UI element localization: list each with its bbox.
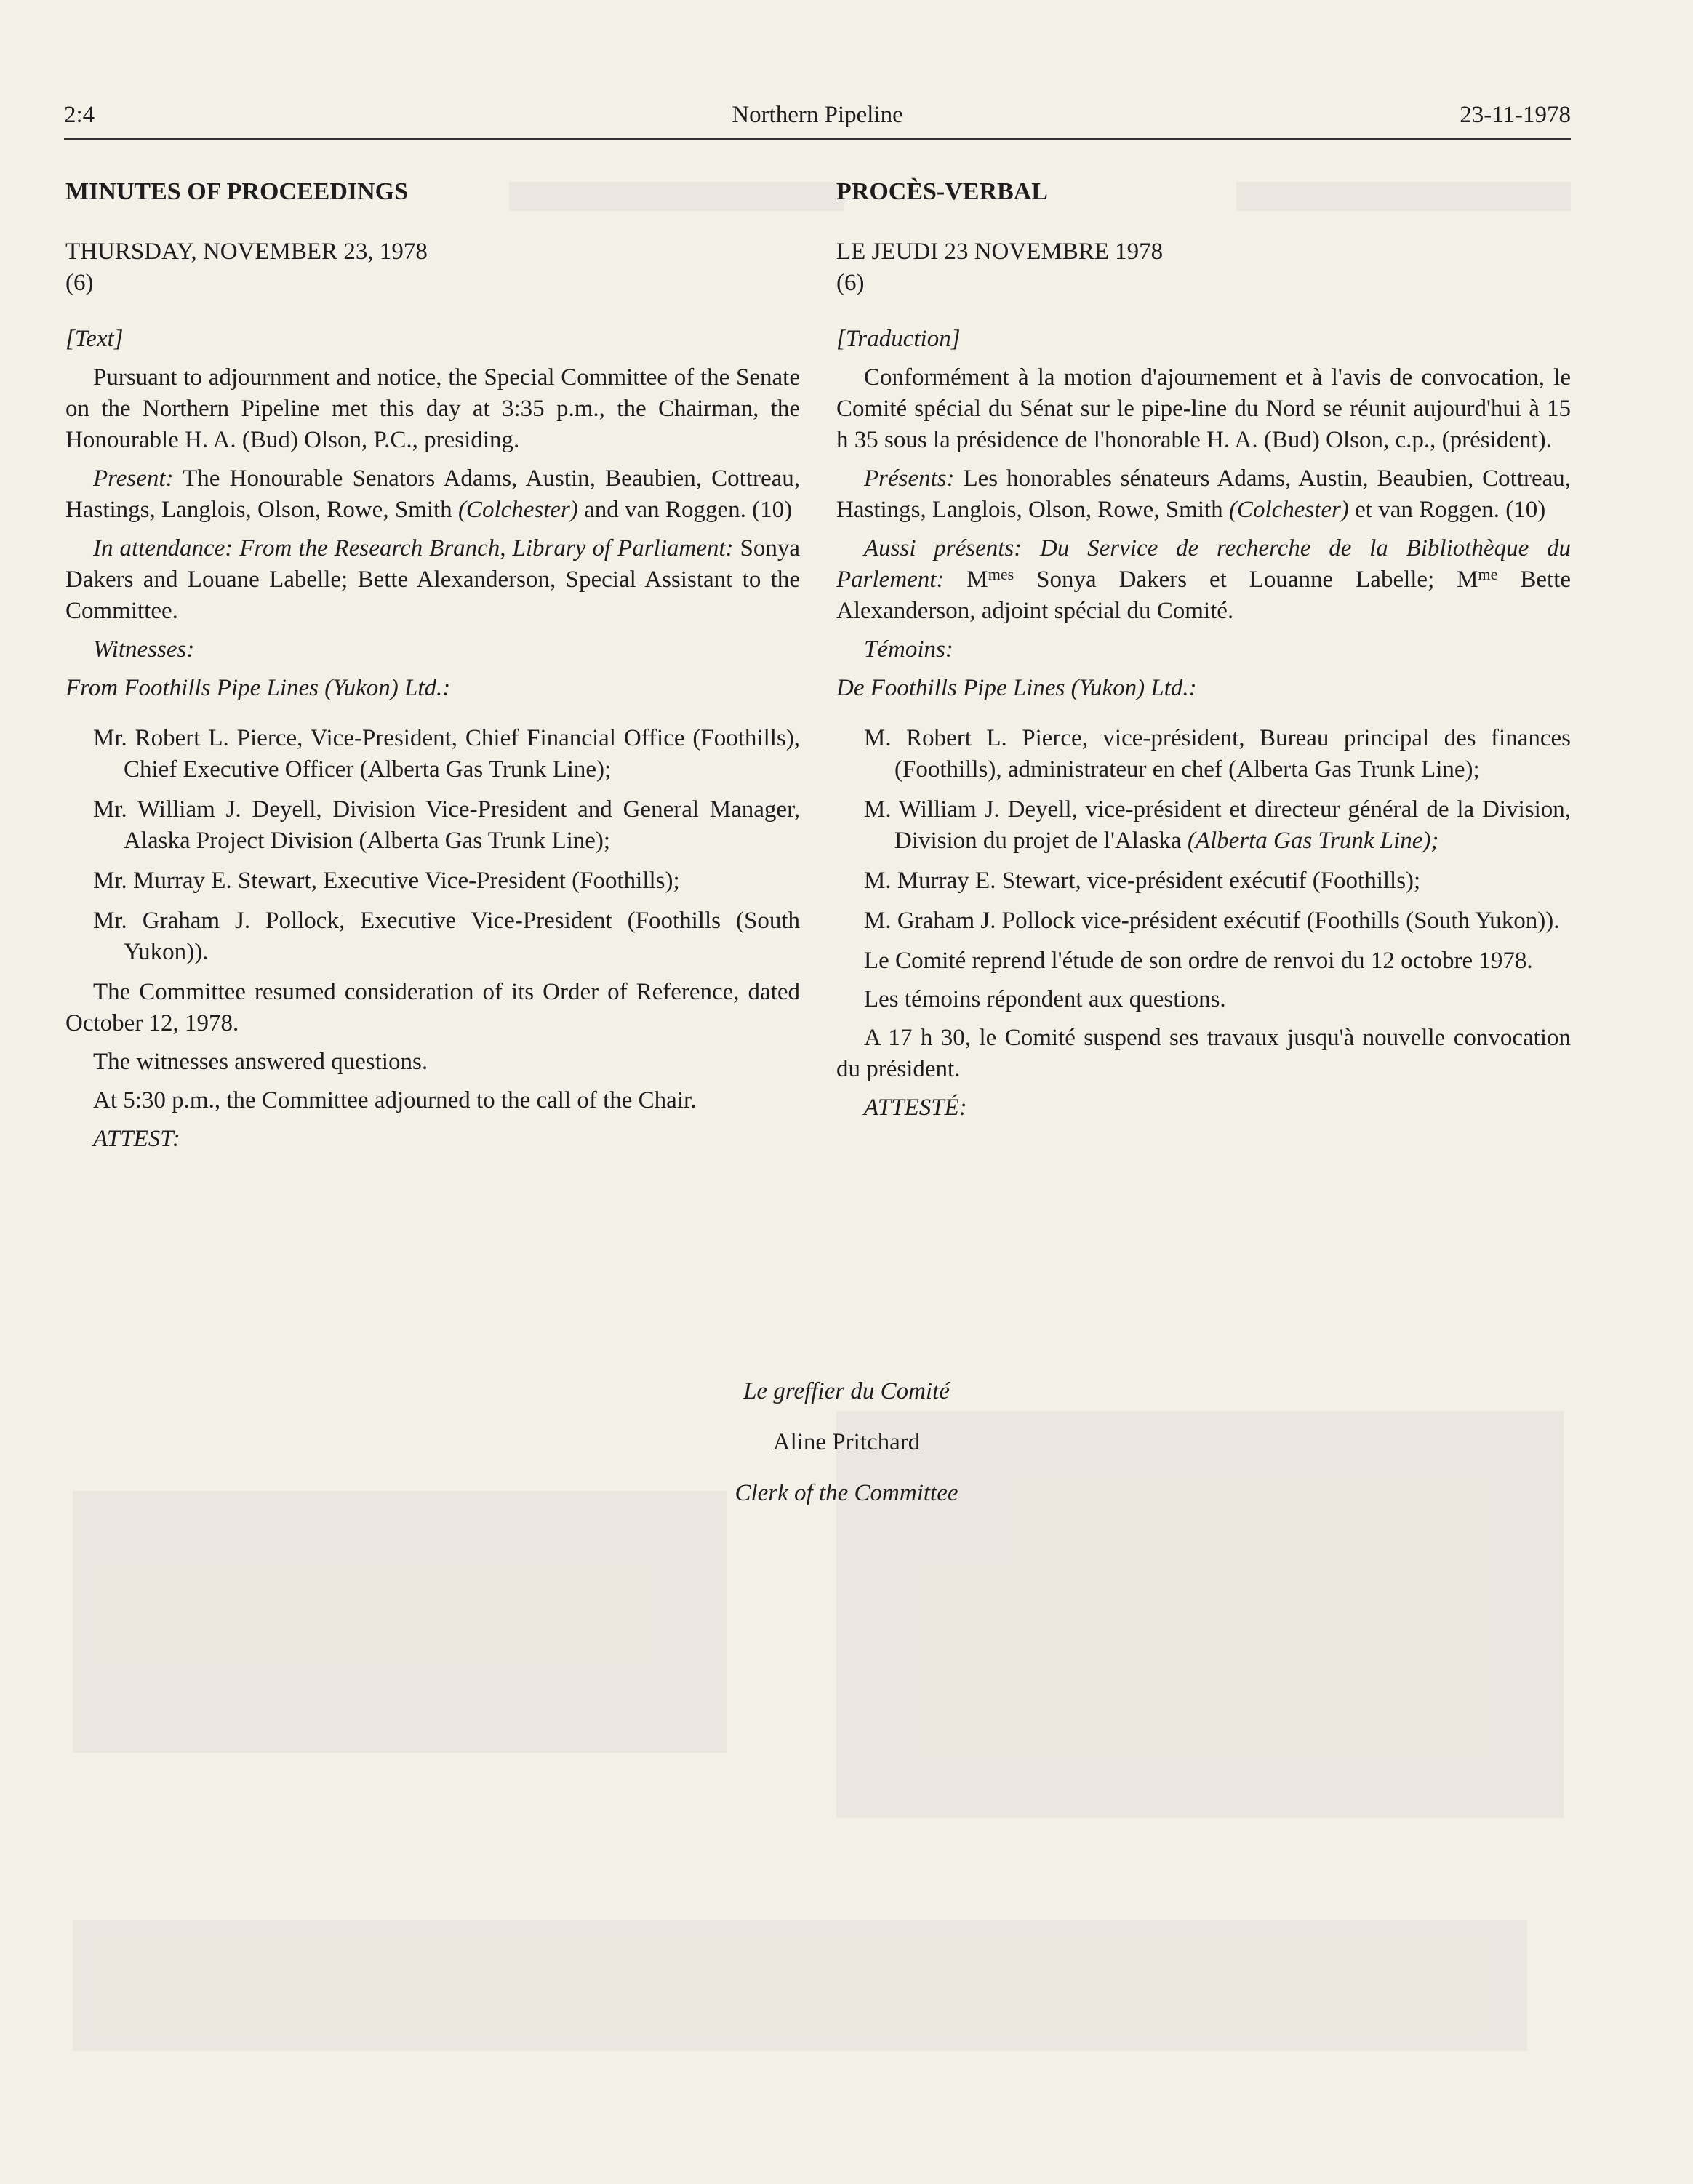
french-resumed: Le Comité reprend l'étude de son ordre de renvoi du 12 octobre 1978. <box>864 948 1533 974</box>
french-attendance: Aussi présents: Du Service de recherche de la Bibliothèque du Parlement: $M^{mes}$ Sonya Dakers et Louanne Labelle; $M^{me}$ Bette Alexanderson, adjoint spécial du Comité. <box>836 535 1572 624</box>
french-present: Présents: Les honorables sénateurs Adams, Austin, Beaubien, Cottreau, Hastings, Langlois, Olson, Rowe, Smith (Colchester) et van Roggen. (10) <box>836 465 1571 523</box>
english-witnesses-label: Witnesses: <box>93 636 195 663</box>
french-witness: M. Graham J. Pollock vice-président exécutif (Foothills (South Yukon)). <box>864 908 1560 934</box>
english-adjourned: At 5:30 p.m., the Committee adjourned to the call of the Chair. <box>93 1087 697 1113</box>
french-adjourned: A 17 h 30, le Comité suspend ses travaux jusqu'à nouvelle convocation du président. <box>836 1025 1571 1082</box>
french-answered: Les témoins répondent aux questions. <box>864 986 1226 1012</box>
french-text-label: [Traduction] <box>836 326 961 352</box>
french-sitting-number: (6) <box>836 270 865 296</box>
english-company: From Foothills Pipe Lines (Yukon) Ltd.: <box>65 675 451 701</box>
english-attest: ATTEST: <box>93 1126 180 1152</box>
english-text-label: [Text] <box>65 326 124 352</box>
signature-title-french: Le greffier du Comité <box>743 1378 950 1404</box>
english-witness: Mr. Murray E. Stewart, Executive Vice-President (Foothills); <box>93 868 680 894</box>
french-heading: PROCÈS-VERBAL <box>836 178 1048 205</box>
running-title: Northern Pipeline <box>732 102 903 128</box>
page-header <box>64 102 1571 138</box>
signature-name: Aline Pritchard <box>772 1429 921 1455</box>
english-date: THURSDAY, NOVEMBER 23, 1978 <box>65 239 428 265</box>
english-witness: Mr. Graham J. Pollock, Executive Vice-President (Foothills (South Yukon)). <box>93 908 800 965</box>
english-column <box>65 176 800 1162</box>
english-sitting-number: (6) <box>65 270 94 296</box>
english-heading: MINUTES OF PROCEEDINGS <box>65 178 409 205</box>
english-intro: Pursuant to adjournment and notice, the Special Committee of the Senate on the Northern Pipeline met this day at 3:35 p.m., the Chairman, the Honourable H. A. (Bud) Olson, P.C., presiding. <box>65 364 800 453</box>
bleed-through-mark <box>73 1491 727 1753</box>
french-intro: Conformément à la motion d'ajournement et à l'avis de convocation, le Comité spécial du Sénat sur le pipe-line du Nord se réunit aujourd'hui à 15 h 35 sous la présidence de l'honorable H. A. (Bud) Olson, c.p., (président). <box>836 364 1571 453</box>
header-rule <box>64 138 1571 140</box>
header-date: 23-11-1978 <box>1460 102 1571 128</box>
english-resumed: The Committee resumed consideration of its Order of Reference, dated October 12, 1978. <box>65 979 800 1036</box>
french-witness: M. William J. Deyell, vice-président et directeur général de la Division, Division du projet de l'Alaska (Alberta Gas Trunk Line); <box>864 796 1571 854</box>
french-attest: ATTESTÉ: <box>864 1095 967 1121</box>
french-date: LE JEUDI 23 NOVEMBRE 1978 <box>836 239 1164 265</box>
french-column <box>836 176 1571 1131</box>
signature-block <box>0 1366 1693 1519</box>
page-number: 2:4 <box>64 102 95 128</box>
french-witnesses-label: Témoins: <box>864 636 953 663</box>
french-witness: M. Murray E. Stewart, vice-président exécutif (Foothills); <box>864 868 1421 894</box>
english-answered: The witnesses answered questions. <box>93 1049 428 1075</box>
english-attendance: In attendance: From the Research Branch, Library of Parliament: Sonya Dakers and Louane Labelle; Bette Alexanderson, Special Assistant to the Committee. <box>65 535 800 624</box>
french-witness: M. Robert L. Pierce, vice-président, Bureau principal des finances (Foothills), administrateur en chef (Alberta Gas Trunk Line); <box>864 725 1571 783</box>
bleed-through-mark <box>73 1920 1527 2051</box>
english-witness: Mr. William J. Deyell, Division Vice-President and General Manager, Alaska Project Division (Alberta Gas Trunk Line); <box>93 796 800 854</box>
signature-title-english: Clerk of the Committee <box>735 1480 958 1506</box>
english-present: Present: The Honourable Senators Adams, Austin, Beaubien, Cottreau, Hastings, Langlois, Olson, Rowe, Smith (Colchester) and van Roggen. (10) <box>65 465 800 523</box>
french-company: De Foothills Pipe Lines (Yukon) Ltd.: <box>836 675 1197 701</box>
english-witness: Mr. Robert L. Pierce, Vice-President, Chief Financial Office (Foothills), Chief Executive Officer (Alberta Gas Trunk Line); <box>93 725 800 783</box>
